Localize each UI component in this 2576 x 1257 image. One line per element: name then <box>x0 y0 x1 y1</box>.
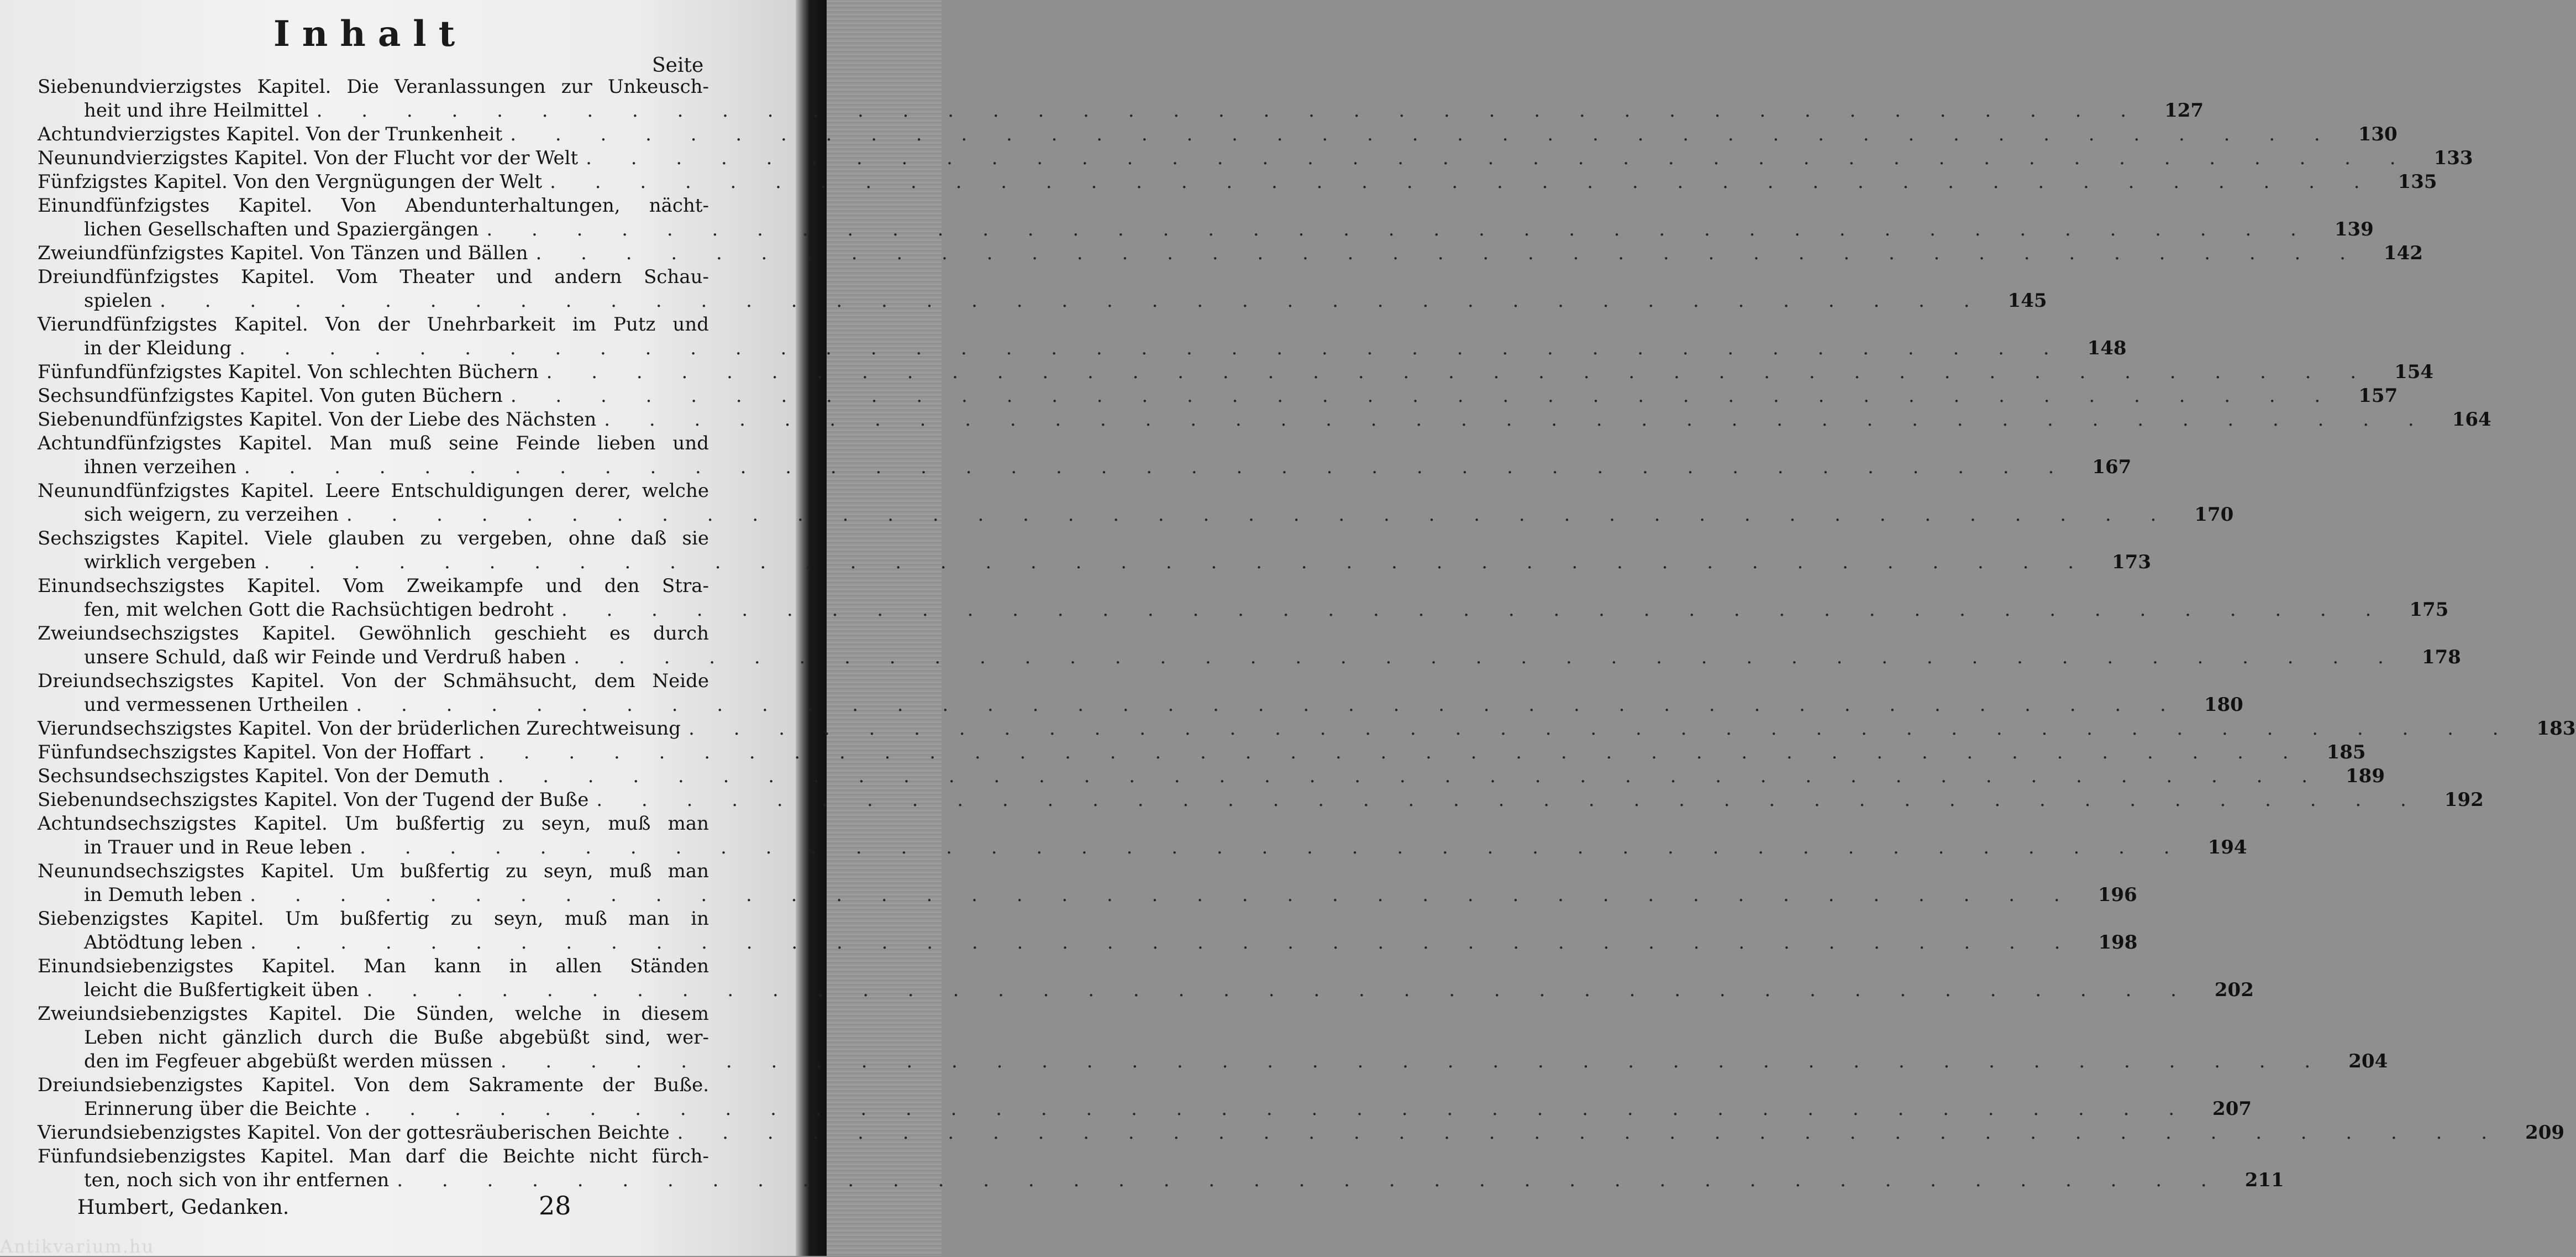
toc-entry-last-line <box>38 764 2385 788</box>
toc-page-number: 180 <box>2204 694 2243 716</box>
toc-page-number: 185 <box>2326 741 2366 763</box>
toc-entry-last-line <box>38 99 2204 123</box>
toc-entry <box>38 265 2047 313</box>
toc-entry-last-line <box>38 978 2254 1002</box>
toc-entry <box>38 527 2151 574</box>
dot-leader <box>242 883 2076 907</box>
toc-entry <box>38 907 2138 955</box>
dot-leader <box>471 741 2305 764</box>
toc-entry-text: in Demuth leben <box>84 884 243 906</box>
toc-entry-last-line <box>38 384 2398 408</box>
page-column-label: Seite <box>652 54 704 77</box>
toc-entry-text: Vierundsiebenzigstes Kapitel. Von der gottesräuberischen Beichte <box>38 1122 670 1144</box>
toc-entry <box>38 194 2374 242</box>
toc-page-number: 211 <box>2244 1169 2284 1191</box>
toc-entry-line: Dreiundsiebenzigstes Kapitel. Von dem Sakramente der Buße. <box>38 1074 709 1096</box>
footer-signature: Humbert, Gedanken. <box>77 1196 290 1219</box>
dot-leader <box>243 931 2076 955</box>
dot-leader <box>554 598 2388 622</box>
toc-entry-last-line <box>38 408 2491 432</box>
toc-entry-last-line <box>38 1050 2388 1073</box>
toc-entry-text: Fünfundsechszigstes Kapitel. Von der Hoffart <box>38 741 471 763</box>
toc-entry <box>38 313 2127 360</box>
toc-page-number: 198 <box>2098 931 2138 954</box>
dot-leader <box>566 646 2400 669</box>
toc-entry <box>38 384 2398 408</box>
dot-leader <box>232 337 2065 360</box>
dot-leader <box>479 218 2312 242</box>
toc-entry-line: Einundsechszigstes Kapitel. Vom Zweikampfe und den Stra- <box>38 575 709 597</box>
toc-entry <box>38 812 2247 860</box>
toc-entry-last-line <box>38 1169 2284 1192</box>
toc-entry-line: Dreiundsechszigstes Kapitel. Von der Schmähsucht, dem Neide <box>38 670 709 692</box>
toc-page-number: 154 <box>2394 361 2434 383</box>
toc-entry-last-line <box>38 598 2449 622</box>
toc-page-number: 175 <box>2409 599 2449 621</box>
toc-page-number: 173 <box>2112 551 2151 573</box>
toc-entry-last-line <box>38 503 2234 527</box>
toc-entry-text: in der Kleidung <box>84 337 232 359</box>
toc-entry-last-line <box>38 455 2132 479</box>
page-title: Inhalt <box>273 13 467 55</box>
toc-entry-text: ihnen verzeihen <box>84 456 236 478</box>
toc-page-number: 135 <box>2398 171 2437 193</box>
toc-entry-line: Neunundfünfzigstes Kapitel. Leere Entschuldigungen derer, welche <box>38 480 709 502</box>
toc-page-number: 148 <box>2087 337 2127 359</box>
toc-entry <box>38 622 2461 669</box>
dot-leader <box>528 242 2362 265</box>
dot-leader <box>152 289 1986 313</box>
toc-entry <box>38 574 2449 622</box>
toc-entry-text: sich weigern, zu verzeihen <box>84 504 339 526</box>
toc-page-number: 157 <box>2358 385 2398 407</box>
dot-leader <box>352 836 2186 860</box>
toc-page-number: 164 <box>2452 408 2491 431</box>
toc-entry-text: heit und ihre Heilmittel <box>84 99 309 122</box>
dot-leader <box>588 788 2422 812</box>
toc-entry-line: Siebenzigstes Kapitel. Um bußfertig zu seyn, muß man in <box>38 908 709 930</box>
toc-entry-last-line <box>38 693 2243 717</box>
dot-leader <box>502 123 2336 146</box>
toc-page-number: 209 <box>2525 1122 2565 1144</box>
dot-leader <box>389 1169 2223 1192</box>
toc-page-number: 189 <box>2346 765 2385 787</box>
toc-entry-text: Zweiundfünfzigstes Kapitel. Von Tänzen und Bällen <box>38 242 528 264</box>
toc-entry <box>38 955 2254 1002</box>
toc-page-number: 142 <box>2383 242 2423 264</box>
dot-leader <box>339 503 2173 527</box>
toc-entry <box>38 860 2137 907</box>
watermark: Antikvarium.hu <box>0 1236 155 1257</box>
dot-leader <box>359 978 2193 1002</box>
toc-page-number: 204 <box>2348 1050 2388 1072</box>
toc-entry <box>38 408 2491 432</box>
dot-leader <box>578 146 2412 170</box>
toc-entry-last-line <box>38 741 2366 764</box>
toc-page-number: 170 <box>2194 504 2234 526</box>
toc-entry <box>38 741 2366 764</box>
toc-entry-text: wirklich vergeben <box>84 551 256 573</box>
toc-page-number: 127 <box>2164 99 2204 122</box>
toc-entry-text: unsere Schuld, daß wir Feinde und Verdruß haben <box>84 646 566 668</box>
toc-entry-last-line <box>38 1097 2252 1121</box>
dot-leader <box>503 384 2337 408</box>
toc-entry-text: Achtundvierzigstes Kapitel. Von der Trunkenheit <box>38 123 503 145</box>
toc-entry-line: Neunundsechszigstes Kapitel. Um bußfertig zu seyn, muß man <box>38 860 709 882</box>
toc-entry-text: Neunundvierzigstes Kapitel. Von der Flucht vor der Welt <box>38 147 579 169</box>
toc-page-number: 130 <box>2358 123 2398 145</box>
toc-page-number: 139 <box>2334 218 2374 240</box>
toc-entry <box>38 432 2132 479</box>
dot-leader <box>348 693 2182 717</box>
dot-leader <box>596 408 2430 432</box>
toc-entry <box>38 1002 2388 1073</box>
toc-entry <box>38 669 2243 717</box>
dot-leader <box>357 1097 2191 1121</box>
footer-sheet-number: 28 <box>539 1191 571 1221</box>
toc-entry-text: in Trauer und in Reue leben <box>84 836 353 858</box>
toc-entry <box>38 764 2385 788</box>
toc-entry-last-line <box>38 360 2434 384</box>
dot-leader <box>670 1121 2504 1145</box>
toc-entry-text: Vierundsechszigstes Kapitel. Von der brüderlichen Zurechtweisung <box>38 717 681 740</box>
dot-leader <box>309 99 2143 123</box>
toc-entry <box>38 146 2473 170</box>
toc-entry-last-line <box>38 146 2473 170</box>
toc-entry-line: Vierundfünfzigstes Kapitel. Von der Unehrbarkeit im Putz und <box>38 313 709 336</box>
toc-entry-line: Einundsiebenzigstes Kapitel. Man kann in allen Ständen <box>38 955 709 977</box>
toc-entry-text: und vermessenen Urtheilen <box>84 694 349 716</box>
toc-entry-last-line <box>38 836 2247 860</box>
toc-page-number: 207 <box>2212 1098 2252 1120</box>
dot-leader <box>256 551 2090 574</box>
dot-leader <box>542 170 2376 194</box>
toc-entry-line: Leben nicht gänzlich durch die Buße abgebüßt sind, wer- <box>84 1026 709 1049</box>
toc-page-number: 192 <box>2444 789 2484 811</box>
toc-entry-last-line <box>38 883 2137 907</box>
dot-leader <box>493 1050 2327 1073</box>
toc-page-number: 178 <box>2421 646 2461 668</box>
toc-entry <box>38 479 2234 527</box>
toc-entry-text: leicht die Bußfertigkeit üben <box>84 979 359 1001</box>
toc-entry-last-line <box>38 931 2138 955</box>
toc-entry-line: Achtundsechszigstes Kapitel. Um bußfertig zu seyn, muß man <box>38 813 709 835</box>
toc-entry <box>38 1145 2284 1192</box>
toc-entry-text: lichen Gesellschaften und Spaziergängen <box>84 218 479 240</box>
toc-entry-last-line <box>38 218 2374 242</box>
toc-entry <box>38 170 2437 194</box>
toc-entry-last-line <box>38 123 2398 146</box>
table-of-contents <box>38 75 2576 1192</box>
toc-page-number: 196 <box>2097 884 2137 906</box>
toc-entry-line: Einundfünfzigstes Kapitel. Von Abendunterhaltungen, nächt- <box>38 195 709 217</box>
toc-entry-line: Achtundfünfzigstes Kapitel. Man muß seine Feinde lieben und <box>38 432 709 454</box>
toc-entry-text: Siebenundfünfzigstes Kapitel. Von der Liebe des Nächsten <box>38 408 597 431</box>
toc-entry-last-line <box>38 242 2423 265</box>
dot-leader <box>236 455 2070 479</box>
dot-leader <box>539 360 2373 384</box>
toc-entry-line: Fünfundsiebenzigstes Kapitel. Man darf die Beichte nicht fürch- <box>38 1145 709 1167</box>
toc-entry-text: Abtödtung leben <box>84 931 243 954</box>
toc-entry <box>38 788 2484 812</box>
toc-entry-last-line <box>38 788 2484 812</box>
toc-page-number: 145 <box>2007 290 2047 312</box>
toc-entry-last-line <box>38 717 2576 741</box>
toc-entry <box>38 717 2576 741</box>
toc-page-number: 194 <box>2207 836 2247 858</box>
dot-leader <box>681 717 2515 741</box>
toc-entry-text: ten, noch sich von ihr entfernen <box>84 1169 390 1191</box>
toc-entry-line: Zweiundsechszigstes Kapitel. Gewöhnlich geschieht es durch <box>38 622 709 645</box>
toc-entry-line: Siebenundvierzigstes Kapitel. Die Veranlassungen zur Unkeusch- <box>38 76 709 98</box>
toc-entry-line: Dreiundfünfzigstes Kapitel. Vom Theater und andern Schau- <box>38 266 709 288</box>
toc-entry-text: fen, mit welchen Gott die Rachsüchtigen bedroht <box>84 599 554 621</box>
toc-entry-last-line <box>38 170 2437 194</box>
toc-entry-text: Sechsundfünfzigstes Kapitel. Von guten Büchern <box>38 385 503 407</box>
toc-entry <box>38 123 2398 146</box>
toc-entry-text: Siebenundsechszigstes Kapitel. Von der Tugend der Buße <box>38 789 589 811</box>
toc-entry <box>38 360 2434 384</box>
toc-entry-last-line <box>38 551 2151 574</box>
toc-entry-last-line <box>38 289 2047 313</box>
toc-entry-text: Erinnerung über die Beichte <box>84 1098 357 1120</box>
toc-entry <box>38 1121 2565 1145</box>
toc-page-number: 183 <box>2536 717 2576 740</box>
toc-page-number: 167 <box>2092 456 2132 478</box>
toc-page-number: 202 <box>2214 979 2254 1001</box>
toc-entry-text: den im Fegfeuer abgebüßt werden müssen <box>84 1050 493 1072</box>
toc-entry-line: Sechszigstes Kapitel. Viele glauben zu vergeben, ohne daß sie <box>38 527 709 549</box>
toc-entry-last-line <box>38 337 2127 360</box>
toc-page-number: 133 <box>2433 147 2473 169</box>
toc-entry-last-line <box>38 1121 2565 1145</box>
toc-entry-text: Sechsundsechszigstes Kapitel. Von der Demuth <box>38 765 490 787</box>
toc-entry <box>38 75 2204 123</box>
toc-entry <box>38 1073 2252 1121</box>
toc-entry-text: spielen <box>84 290 153 312</box>
toc-entry-last-line <box>38 646 2461 669</box>
dot-leader <box>490 764 2324 788</box>
toc-entry-text: Fünfzigstes Kapitel. Von den Vergnügungen der Welt <box>38 171 543 193</box>
toc-entry-line: Zweiundsiebenzigstes Kapitel. Die Sünden, welche in diesem <box>38 1003 709 1025</box>
toc-entry <box>38 242 2423 265</box>
toc-entry-text: Fünfundfünfzigstes Kapitel. Von schlechten Büchern <box>38 361 539 383</box>
